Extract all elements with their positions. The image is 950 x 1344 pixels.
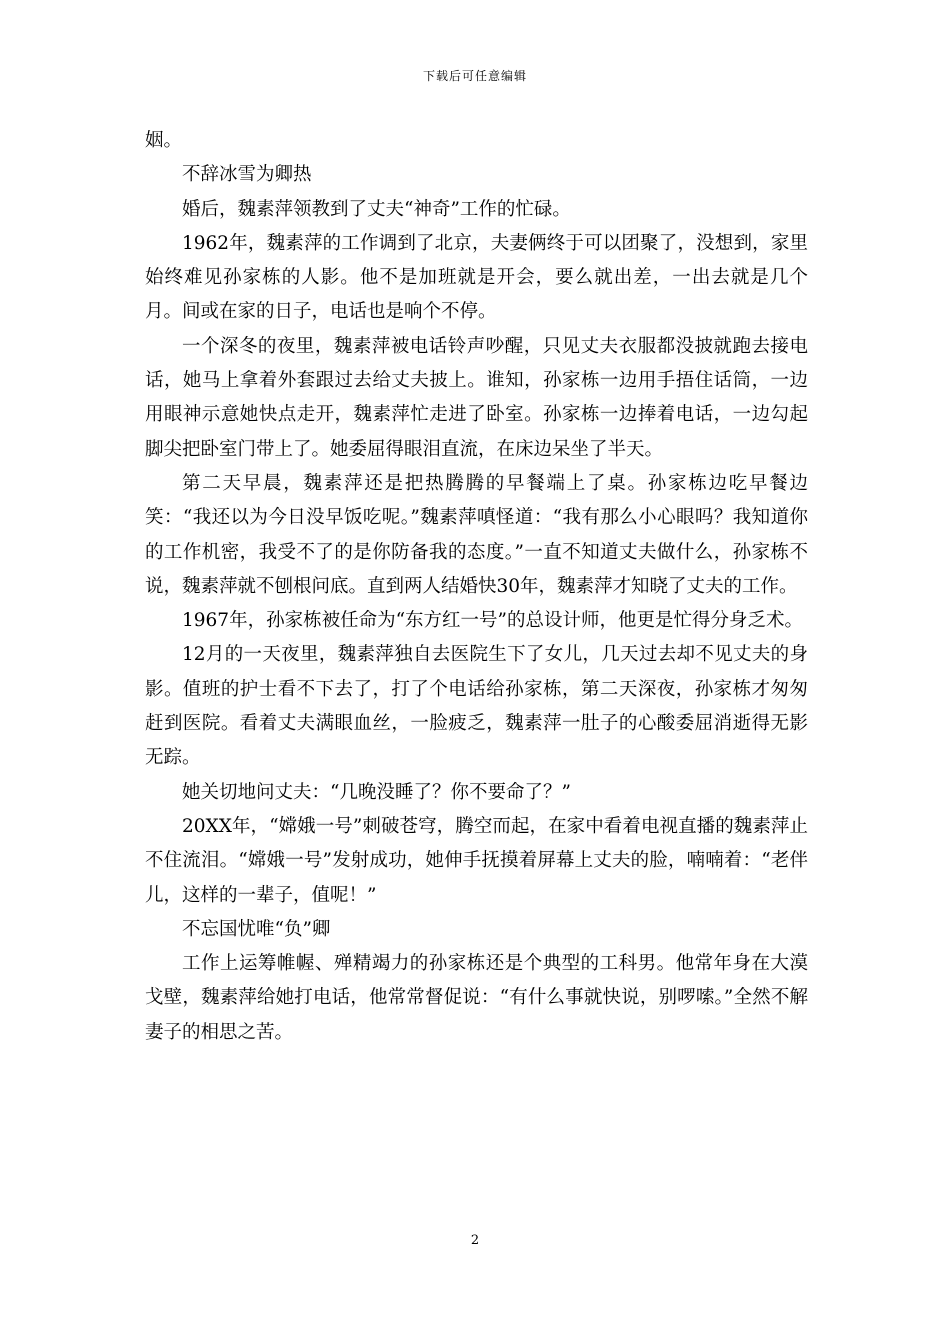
paragraph: 1962年，魏素萍的工作调到了北京，夫妻俩终于可以团聚了，没想到，家里始终难见孙家栋的人影。他不是加班就是开会，要么就出差，一出去就是几个月。间或在家的日子，电话也是响个不停。 xyxy=(145,232,808,323)
paragraph: 工作上运筹帷幄、殚精竭力的孙家栋还是个典型的工科男。他常年身在大漠戈壁，魏素萍给她打电话，他常常督促说：“有什么事就快说，别啰嗦。”全然不解妻子的相思之苦。 xyxy=(145,953,808,1043)
page-number: 2 xyxy=(470,1233,480,1248)
paragraph: 12月的一天夜里，魏素萍独自去医院生下了女儿，几天过去却不见丈夫的身影。值班的护士看不下去了，打了个电话给孙家栋，第二天深夜，孙家栋才匆匆赶到医院。看着丈夫满眼血丝，一脸疲乏，魏素萍一肚子的心酸委屈消逝得无影无踪。 xyxy=(145,644,808,769)
paragraph: 婚后，魏素萍领教到了丈夫“神奇”工作的忙碌。 xyxy=(182,198,571,220)
paragraph: 1967年，孙家栋被任命为“东方红一号”的总设计师，他更是忙得分身乏术。 xyxy=(182,610,803,632)
document-body xyxy=(145,124,808,1050)
page-header: 下载后可任意编辑 xyxy=(422,69,527,83)
paragraph-continuation: 姻。 xyxy=(145,130,183,151)
paragraph: 20XX年，“嫦娥一号”刺破苍穹，腾空而起，在家中看着电视直播的魏素萍止不住流泪。“嫦娥一号”发射成功，她伸手抚摸着屏幕上丈夫的脸，喃喃着：“老伴儿，这样的一辈子，值呢！” xyxy=(145,815,808,906)
section-heading-2: 不忘国忧唯“负”卿 xyxy=(182,918,331,940)
paragraph: 她关切地问丈夫：“几晚没睡了？你不要命了？” xyxy=(182,781,571,803)
paragraph: 一个深冬的夜里，魏素萍被电话铃声吵醒，只见丈夫衣服都没披就跑去接电话，她马上拿着外套跟过去给丈夫披上。谁知，孙家栋一边用手捂住话筒，一边用眼神示意她快点走开，魏素萍忙走进了卧室。孙家栋一边捧着电话，一边勾起脚尖把卧室门带上了。她委屈得眼泪直流，在床边呆坐了半天。 xyxy=(145,335,808,460)
section-heading-1: 不辞冰雪为卿热 xyxy=(182,164,312,186)
paragraph: 第二天早晨，魏素萍还是把热腾腾的早餐端上了桌。孙家栋边吃早餐边笑：“我还以为今日没早饭吃呢。”魏素萍嗔怪道：“我有那么小心眼吗？我知道你的工作机密，我受不了的是你防备我的态度。”一直不知道丈夫做什么，孙家栋不说，魏素萍就不刨根问底。直到两人结婚快30年，魏素萍才知晓了丈夫的工作。 xyxy=(145,472,808,597)
